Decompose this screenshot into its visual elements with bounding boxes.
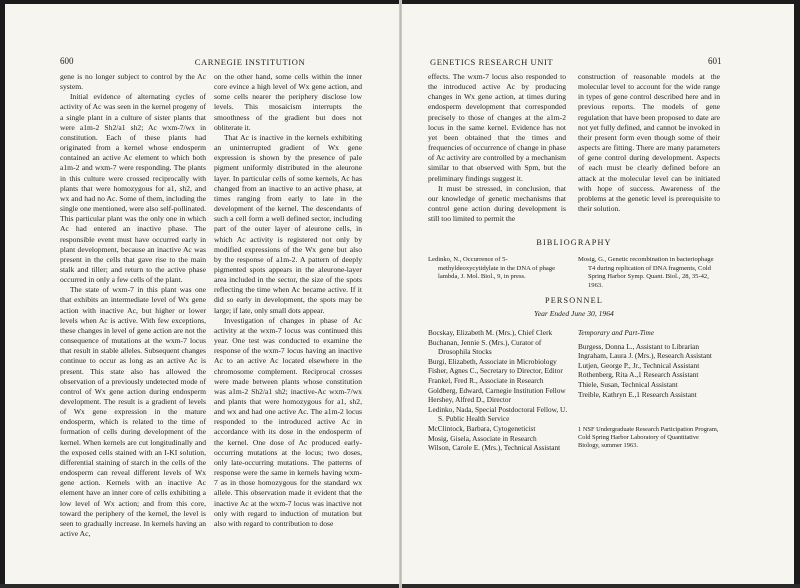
personnel-entry: Bocskay, Elizabeth M. (Mrs.), Chief Clerk [428,328,553,337]
book-spine [399,0,402,588]
personnel-entry: Lutjen, George P., Jr., Technical Assistant [578,360,700,370]
personnel-entry: McClintock, Barbara, Cytogeneticist [428,423,536,433]
bibliography-heading: BIBLIOGRAPHY [536,238,612,247]
paragraph: It must be stressed, in conclusion, that our knowledge of genetic mechanisms that control gene action during development is still too limited to permit the [428,183,566,224]
paragraph: gene is no longer subject to control by the Ac system. [60,72,206,92]
personnel-entry: Goldberg, Edward, Carnegie Institution Fellow [428,385,566,395]
bibliography-text: Mosig, G., Genetic recombination in bacteriophage T4 during replication of DNA fragments, Cold Spring Harbor Symp. Quant. Biol., 28, 35-42, 1963. [578,256,714,289]
personnel-heading: PERSONNEL [544,296,604,305]
personnel-entry: Treible, Kathryn E.,1 Research Assistant [578,389,697,399]
left-page-column-2 [214,72,362,529]
left-page-column-1 [60,72,206,539]
personnel-entry: Ingraham, Laura J. (Mrs.), Research Assistant [578,351,712,361]
paragraph: construction of reasonable models at the molecular level to account for the wide range in types of gene control described here and in previous reports. The models of gene regulation that have been proposed to date are not yet fully defined, and cannot be invoked in their present form even though some of their aspects are fitting. There are many parameters of gene control during development. Aspects of each must be clearly defined before an attack at the molecular level can be initiated with hope of success. Awareness of the problems at the genetic level is prerequisite to their solution. [578,72,720,214]
personnel-entry: Thiele, Susan, Technical Assistant [578,379,678,389]
bibliography-entry [428,256,566,282]
paragraph: effects. The wxm-7 locus also responded to the introduced active Ac by producing changes in Wx gene action, at times during endosperm development that corresponded precisely to those of changes at the a1m-2 locus in the same kernel. Evidence has not yet been obtained that the times and frequencies of occurrence of change in phase of Ac activity are controlled by a mechanism similar to that observed with Spm, but the preliminary findings suggest it. [428,72,566,183]
right-page-number: 601 [708,56,722,66]
left-page-number: 600 [60,56,74,66]
scan-border-left [0,0,5,588]
right-running-head: GENETICS RESEARCH UNIT [430,57,554,67]
personnel-entry: Burgi, Elizabeth, Associate in Microbiology [428,356,557,366]
personnel-list-temporary [578,328,724,399]
left-running-head: CARNEGIE INSTITUTION [194,57,306,67]
footnote: 1 NSF Undergraduate Research Participation Program, Cold Spring Harbor Laboratory of Quantitative Biology, summer 1963. [578,426,719,450]
right-page-column-1 [428,72,566,224]
personnel-entry: Mosig, Gisela, Associate in Research [428,433,537,443]
paragraph: That Ac is inactive in the kernels exhibiting an uninterrupted gradient of Wx gene expression is shown by the presence of pale pigment uniformly distributed in the aleurone layer. In particular cells of some kernels, Ac has changed from an inactive to an active phase, at times ranging from early to late in the development of the kernel. The descendants of such a cell form a well defined sector, including part of the outer layer of aleurone cells, in which Ac activity is registered not only by modified expressions of the Wx gene but also by the response of a1m-2. A pattern of deeply pigmented spots appears in the aleurone-layer area included in the sector, the size of the spots reflecting the time when Ac became active. If it did so early in development, the spots may be large; if late, only small dots appear. [214,132,362,315]
temporary-heading: Temporary and Part-Time [578,328,654,337]
personnel-entry: Buchanan, Jennie S. (Mrs.), Curator of Drosophila Stocks [428,337,542,357]
paragraph: Initial evidence of alternating cycles of activity of Ac was seen in the kernel progeny of a single plant in a culture of sister plants that were a1m-2 Sh2/a1 sh2; Ac wxm-7/wx in constitution. Each of these plants had originated from a kernel whose endosperm contained an active Ac element to which both a1m-2 and wxm-7 were responding. The plants in this culture were crossed reciprocally with plants that were homozygous for a1, sh2, and wx and had no Ac. Some of them, including the single one mentioned, were also self-pollinated. This particular plant was the only one in which Ac had entered an inactive phase. The responsible event must have occurred early in plant development, because an inactive Ac was present in the cells that gave rise to the main stalk and tiller; and return to the active phase occurred in only a few cells of the plant. [60,92,206,285]
personnel-list-permanent [428,328,574,453]
personnel-entry: Wilson, Carole E. (Mrs.), Technical Assistant [428,443,561,453]
personnel-entry: Frankel, Fred R., Associate in Research [428,375,544,385]
personnel-subheading: Year Ended June 30, 1964 [534,309,614,318]
bibliography-text: Ledinko, N., Occurrence of 5-methyldeoxycytidylate in the DNA of phage lambda, J. Mol. Biol., 9, in press. [428,256,556,281]
paragraph: on the other hand, some cells within the inner core evince a high level of Wx gene action, and some cells nearer the periphery disclose low levels. This mosaicism interrupts the smoothness of the gradient but does not obliterate it. [214,72,362,132]
personnel-entry: Hershey, Alfred D., Director [428,395,512,405]
paragraph: Investigation of changes in phase of Ac activity at the wxm-7 locus was continued this year. One test was conducted to examine the response of the wxm-7 locus having an inactive Ac to an active Ac located elsewhere in the chromosome complement. Reciprocal crosses were made between plants whose constitution was a1m-2 Sh2/a1 sh2; inactive-Ac wxm-7/wx and plants that were homozygous for a1, sh2, and wx and had one active Ac. The a1m-2 locus responded to the introduced active Ac in accordance with its dose in the endosperm of the kernel. One dose of Ac produced early-occurring mutations at the locus; two doses, only late-occurring mutations. The patterns of response were the same in kernels having wxm-7 as in those homozygous for the standard wx allele. This observation made it evident that the inactive Ac at the wxm-7 locus was inactive not only with regard to induction of mutation but also with regard to contribution to dose [214,315,362,528]
paragraph: The state of wxm-7 in this plant was one that exhibits an intermediate level of Wx gene action with inactive Ac, but higher or lower levels when Ac is active. With few exceptions, these changes in level of gene action are not the consequence of mutations at the wxm-7 locus that result in stable alleles. Subsequent changes continue to occur as long as an active Ac is present. This state also has allowed the observation of a previously undetected mode of control of Wx gene action during endosperm development. The result is a gradient of levels of Wx gene expression in the mature endosperm, which is related to the time of formation of cells during development of the kernel. When kernels are cut longitudinally and the exposed cells stained with an I-KI solution, differential staining of starch in the cells of the endosperm can reveal different levels of Wx gene action. Kernels with an inactive Ac element have an inner core of cells exhibiting a low level of Wx action; and from this core, toward the periphery of the kernel, the level is seen to gradually increase. In kernels having an active Ac, [60,285,206,539]
right-page-column-2 [578,72,720,214]
scan-border-right [794,0,800,588]
bibliography-entry [578,256,720,290]
personnel-entry: Ledinko, Nada, Special Postdoctoral Fellow, U. S. Public Health Service [428,404,568,424]
personnel-entry: Burgess, Donna L., Assistant to Librarian [578,341,700,351]
personnel-entry: Rothenberg, Rita A.,1 Research Assistant [578,370,699,380]
personnel-entry: Fisher, Agnes C., Secretary to Director, Editor [428,366,563,376]
